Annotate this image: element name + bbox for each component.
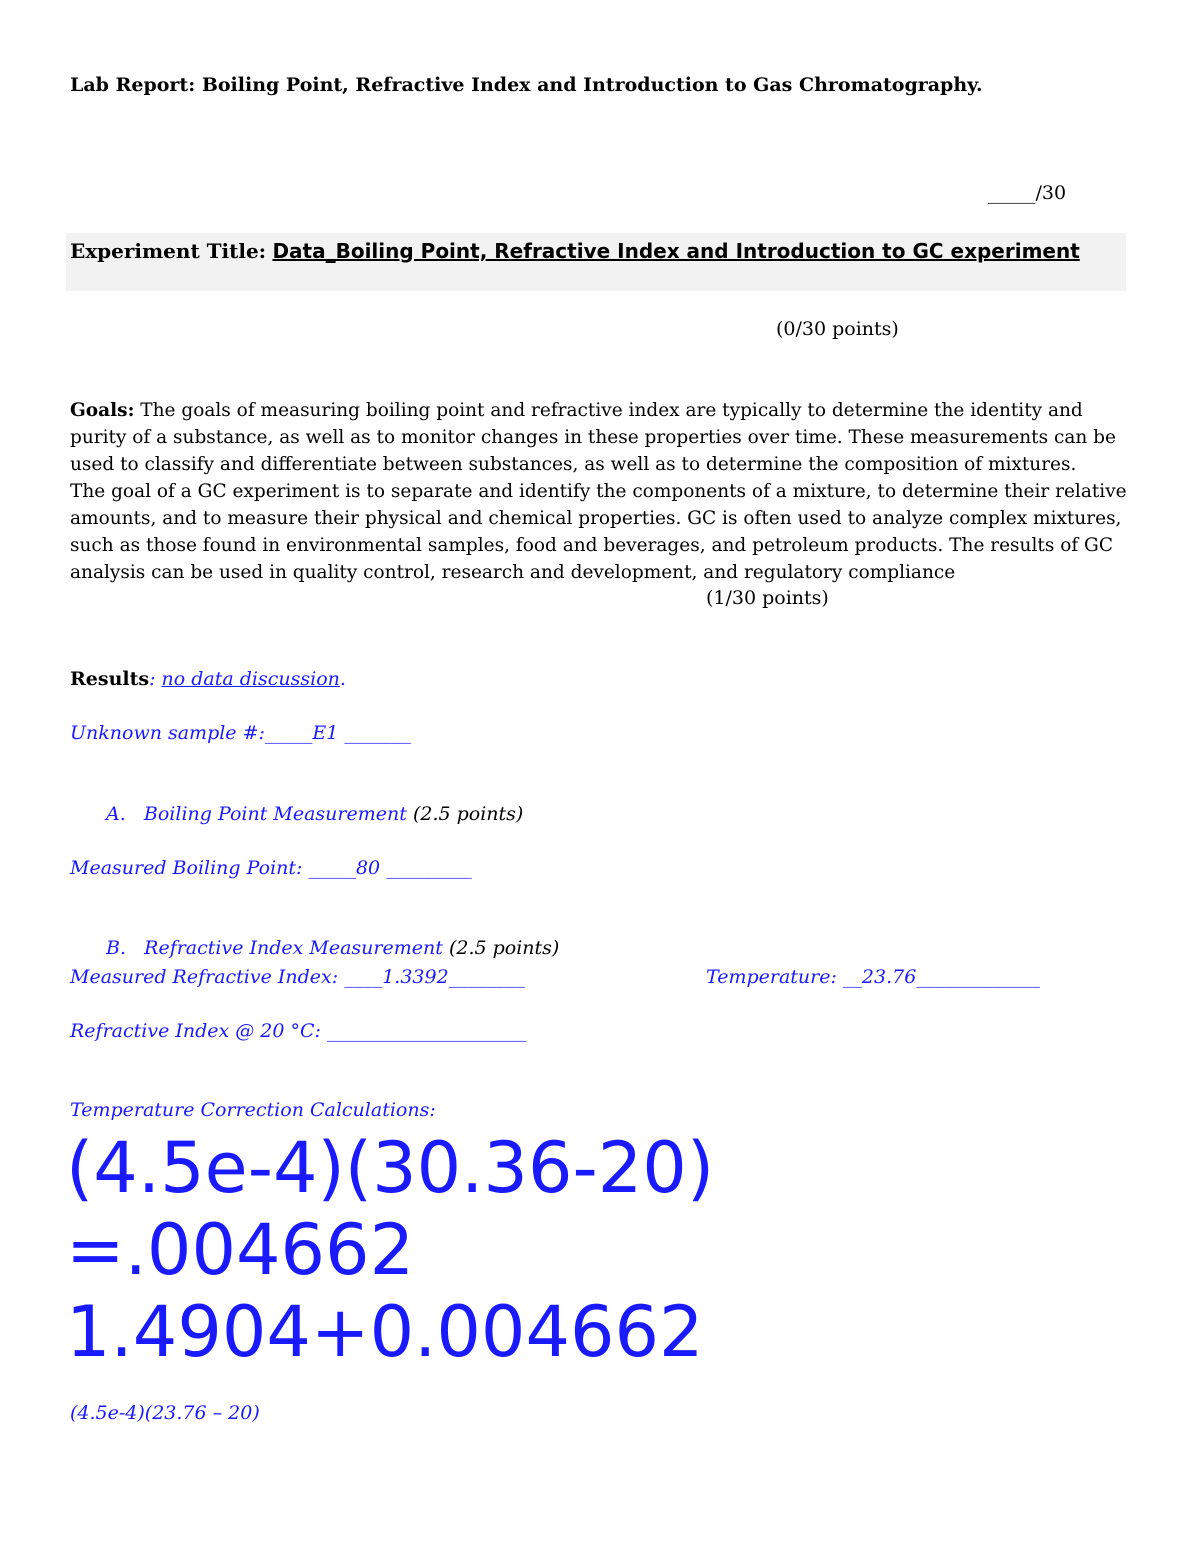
refractive-index-20c-line [70, 1020, 527, 1042]
temperature-correction-small-calculation: (4.5e-4)(23.76 – 20) [70, 1402, 260, 1424]
experiment-points: (0/30 points) [776, 318, 899, 340]
section-b-title: Refractive Index Measurement [144, 937, 443, 959]
section-b-points: (2.5 points) [448, 937, 560, 959]
results-comment: no data discussion [161, 668, 340, 690]
boiling-point-label: Measured Boiling Point: [70, 857, 309, 879]
temperature-line [706, 966, 1040, 988]
calc-line-2: =.004662 [66, 1209, 415, 1291]
goals-text-1: The goals of measuring boiling point and refractive index are typically to determine the identity and purity of a substance, as well as to monitor changes in these properties over time. These measurements can be used to classify and differentiate between substances, as well as to determine the composition of mixtures. [70, 400, 1116, 475]
calc-line-1: (4.5e-4)(30.36-20) [66, 1127, 715, 1209]
unknown-sample-pre: _____ [264, 722, 313, 744]
refractive-index-post: ________ [448, 966, 525, 988]
boiling-point-line [70, 857, 472, 879]
experiment-title-value: Data_Boiling Point, Refractive Index and Introduction to GC experiment [272, 239, 1080, 263]
goals-points: (1/30 points) [706, 587, 829, 609]
section-a-letter: A. [106, 803, 126, 825]
temperature-correction-label: Temperature Correction Calculations: [70, 1099, 436, 1121]
temperature-value: 23.76 [861, 966, 917, 988]
experiment-title [70, 238, 1090, 264]
refractive-index-20c-label: Refractive Index @ 20 °C: [70, 1020, 328, 1042]
boiling-point-pre: _____ [308, 857, 356, 879]
goals-paragraph-2: The goal of a GC experiment is to separate and identify the components of a mixture, to determine their relative amounts, and to measure their physical and chemical properties. GC is often used to analyze complex mixtures, such as those found in environmental samples, food and beverages, and petroleum products. The results of GC analysis can be used in quality control, research and development, and regulatory compliance [70, 481, 1127, 583]
total-score-line: _____/30 [988, 182, 1067, 204]
goals-label: Goals: [70, 400, 135, 421]
temperature-label: Temperature: [706, 966, 843, 988]
results-label: Results [70, 668, 150, 690]
results-period: . [339, 668, 346, 690]
boiling-point-post: _________ [380, 857, 472, 879]
refractive-index-20c-blank: _____________________ [327, 1020, 527, 1042]
refractive-index-label: Measured Refractive Index: [70, 966, 345, 988]
boiling-point-value: 80 [355, 857, 381, 879]
section-a-points: (2.5 points) [412, 803, 524, 825]
report-title: Lab Report: Boiling Point, Refractive Index and Introduction to Gas Chromatography. [70, 74, 983, 96]
unknown-sample-line [70, 722, 411, 744]
temperature-post: _____________ [916, 966, 1040, 988]
experiment-title-label: Experiment Title: [70, 239, 267, 263]
calc-line-3: 1.4904+0.004662 [66, 1291, 704, 1373]
refractive-index-pre: ____ [344, 966, 383, 988]
temperature-correction-big-calculation [66, 1127, 714, 1373]
unknown-sample-post: _______ [338, 722, 411, 744]
temperature-pre: __ [842, 966, 862, 988]
section-a-title: Boiling Point Measurement [143, 803, 407, 825]
section-a-heading [106, 803, 523, 825]
results-line [70, 668, 346, 690]
unknown-sample-value: E1 [312, 722, 339, 744]
refractive-index-line [70, 966, 525, 988]
goals-section [70, 397, 1135, 586]
section-b-letter: B. [106, 937, 127, 959]
section-b-heading [106, 937, 559, 959]
goals-paragraph-1 [70, 397, 1135, 478]
refractive-index-value: 1.3392 [382, 966, 449, 988]
unknown-sample-label: Unknown sample #: [70, 722, 265, 744]
results-colon: : [149, 668, 156, 690]
